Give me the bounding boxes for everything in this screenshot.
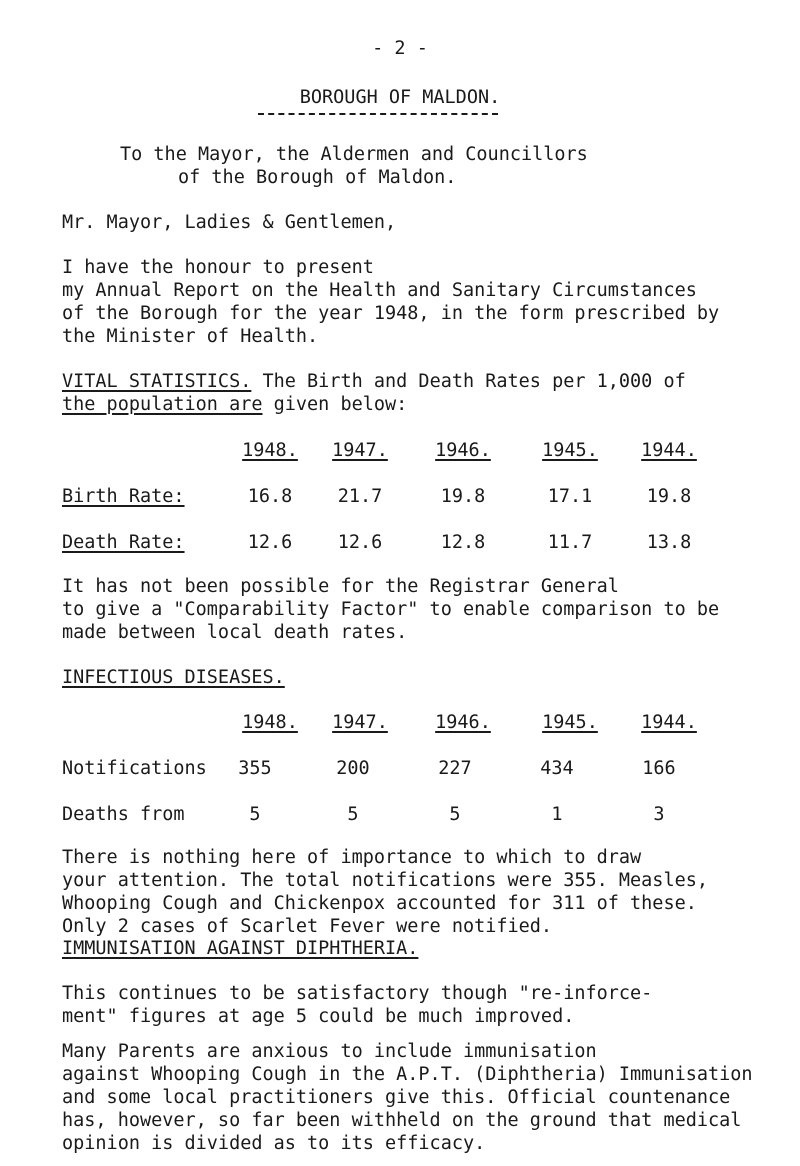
death-rate-value: 12.6 xyxy=(247,532,293,553)
deaths-from-value: 1 xyxy=(551,804,563,825)
notifications-value: 166 xyxy=(642,758,676,779)
birth-rate-value: 19.8 xyxy=(440,486,486,507)
vital-line2-underlined: the population are xyxy=(62,394,263,415)
salutation: Mr. Mayor, Ladies & Gentlemen, xyxy=(62,212,397,233)
immunisation-heading: IMMUNISATION AGAINST DIPHTHERIA. xyxy=(62,938,419,959)
vital-year: 1944. xyxy=(641,440,697,461)
vital-year: 1945. xyxy=(542,440,598,461)
birth-rate-value: 19.8 xyxy=(646,486,692,507)
intro-paragraph: I have the honour to present my Annual Report on the Health and Sanitary Circumstances of the Borough for the year 1948, in the form prescribed by the Minister of Health. xyxy=(62,257,720,347)
birth-rate-value: 17.1 xyxy=(547,486,593,507)
address-line-2: of the Borough of Maldon. xyxy=(178,167,457,188)
vital-statistics-heading-line xyxy=(62,370,686,393)
address-line-1: To the Mayor, the Aldermen and Councillors xyxy=(120,144,588,165)
death-rate-value: 12.8 xyxy=(440,532,486,553)
title-rule xyxy=(258,113,498,115)
deaths-from-value: 3 xyxy=(653,804,665,825)
immunisation-paragraph-2: Many Parents are anxious to include immunisation against Whooping Cough in the A.P.T. (Diphtheria) Immunisation and some local practitioners give this. Official countenance has, however, so far been withheld on the ground that medical opinion is divided as to its efficacy. xyxy=(62,1040,753,1154)
notifications-value: 434 xyxy=(540,758,574,779)
birth-rate-value: 16.8 xyxy=(247,486,293,507)
vital-line2-rest: given below: xyxy=(262,394,408,415)
vital-year: 1947. xyxy=(332,440,388,461)
deaths-from-value: 5 xyxy=(347,804,359,825)
immunisation-paragraph-1: This continues to be satisfactory though "re-inforce- ment" figures at age 5 could be much improved. xyxy=(62,983,653,1027)
vital-statistics-line-2 xyxy=(62,393,407,416)
vital-year: 1946. xyxy=(435,440,491,461)
infectious-year: 1947. xyxy=(332,712,388,733)
notifications-label: Notifications xyxy=(62,758,207,779)
death-rate-value: 12.6 xyxy=(337,532,383,553)
vital-heading-rest: The Birth and Death Rates per 1,000 of xyxy=(251,371,686,392)
deaths-from-value: 5 xyxy=(249,804,261,825)
vital-statistics-heading: VITAL STATISTICS. xyxy=(62,371,252,392)
infectious-year: 1944. xyxy=(641,712,697,733)
vital-year: 1948. xyxy=(242,440,298,461)
immunisation-paragraph-2-wrap xyxy=(62,1028,782,1154)
infectious-year: 1945. xyxy=(542,712,598,733)
comparability-note: It has not been possible for the Registrar General to give a "Comparability Factor" to enable comparison to be made between local death rates. xyxy=(62,576,720,643)
death-rate-label: Death Rate: xyxy=(62,532,185,553)
birth-rate-value: 21.7 xyxy=(337,486,383,507)
infectious-year: 1946. xyxy=(435,712,491,733)
page-number: - 2 - xyxy=(372,38,428,59)
infectious-note: There is nothing here of importance to which to draw your attention. The total notifications were 355. Measles, Whooping Cough and Chickenpox accounted for 311 of these. Only 2 cases of Scarlet Fever were notified. xyxy=(62,847,709,937)
page-title: BOROUGH OF MALDON. xyxy=(299,87,501,108)
death-rate-value: 13.8 xyxy=(646,532,692,553)
deaths-from-label: Deaths from xyxy=(62,804,185,825)
birth-rate-label: Birth Rate: xyxy=(62,486,185,507)
death-rate-value: 11.7 xyxy=(547,532,593,553)
notifications-value: 355 xyxy=(238,758,272,779)
notifications-value: 200 xyxy=(336,758,370,779)
infectious-diseases-heading: INFECTIOUS DISEASES. xyxy=(62,667,285,688)
deaths-from-value: 5 xyxy=(449,804,461,825)
infectious-year: 1948. xyxy=(242,712,298,733)
notifications-value: 227 xyxy=(438,758,472,779)
